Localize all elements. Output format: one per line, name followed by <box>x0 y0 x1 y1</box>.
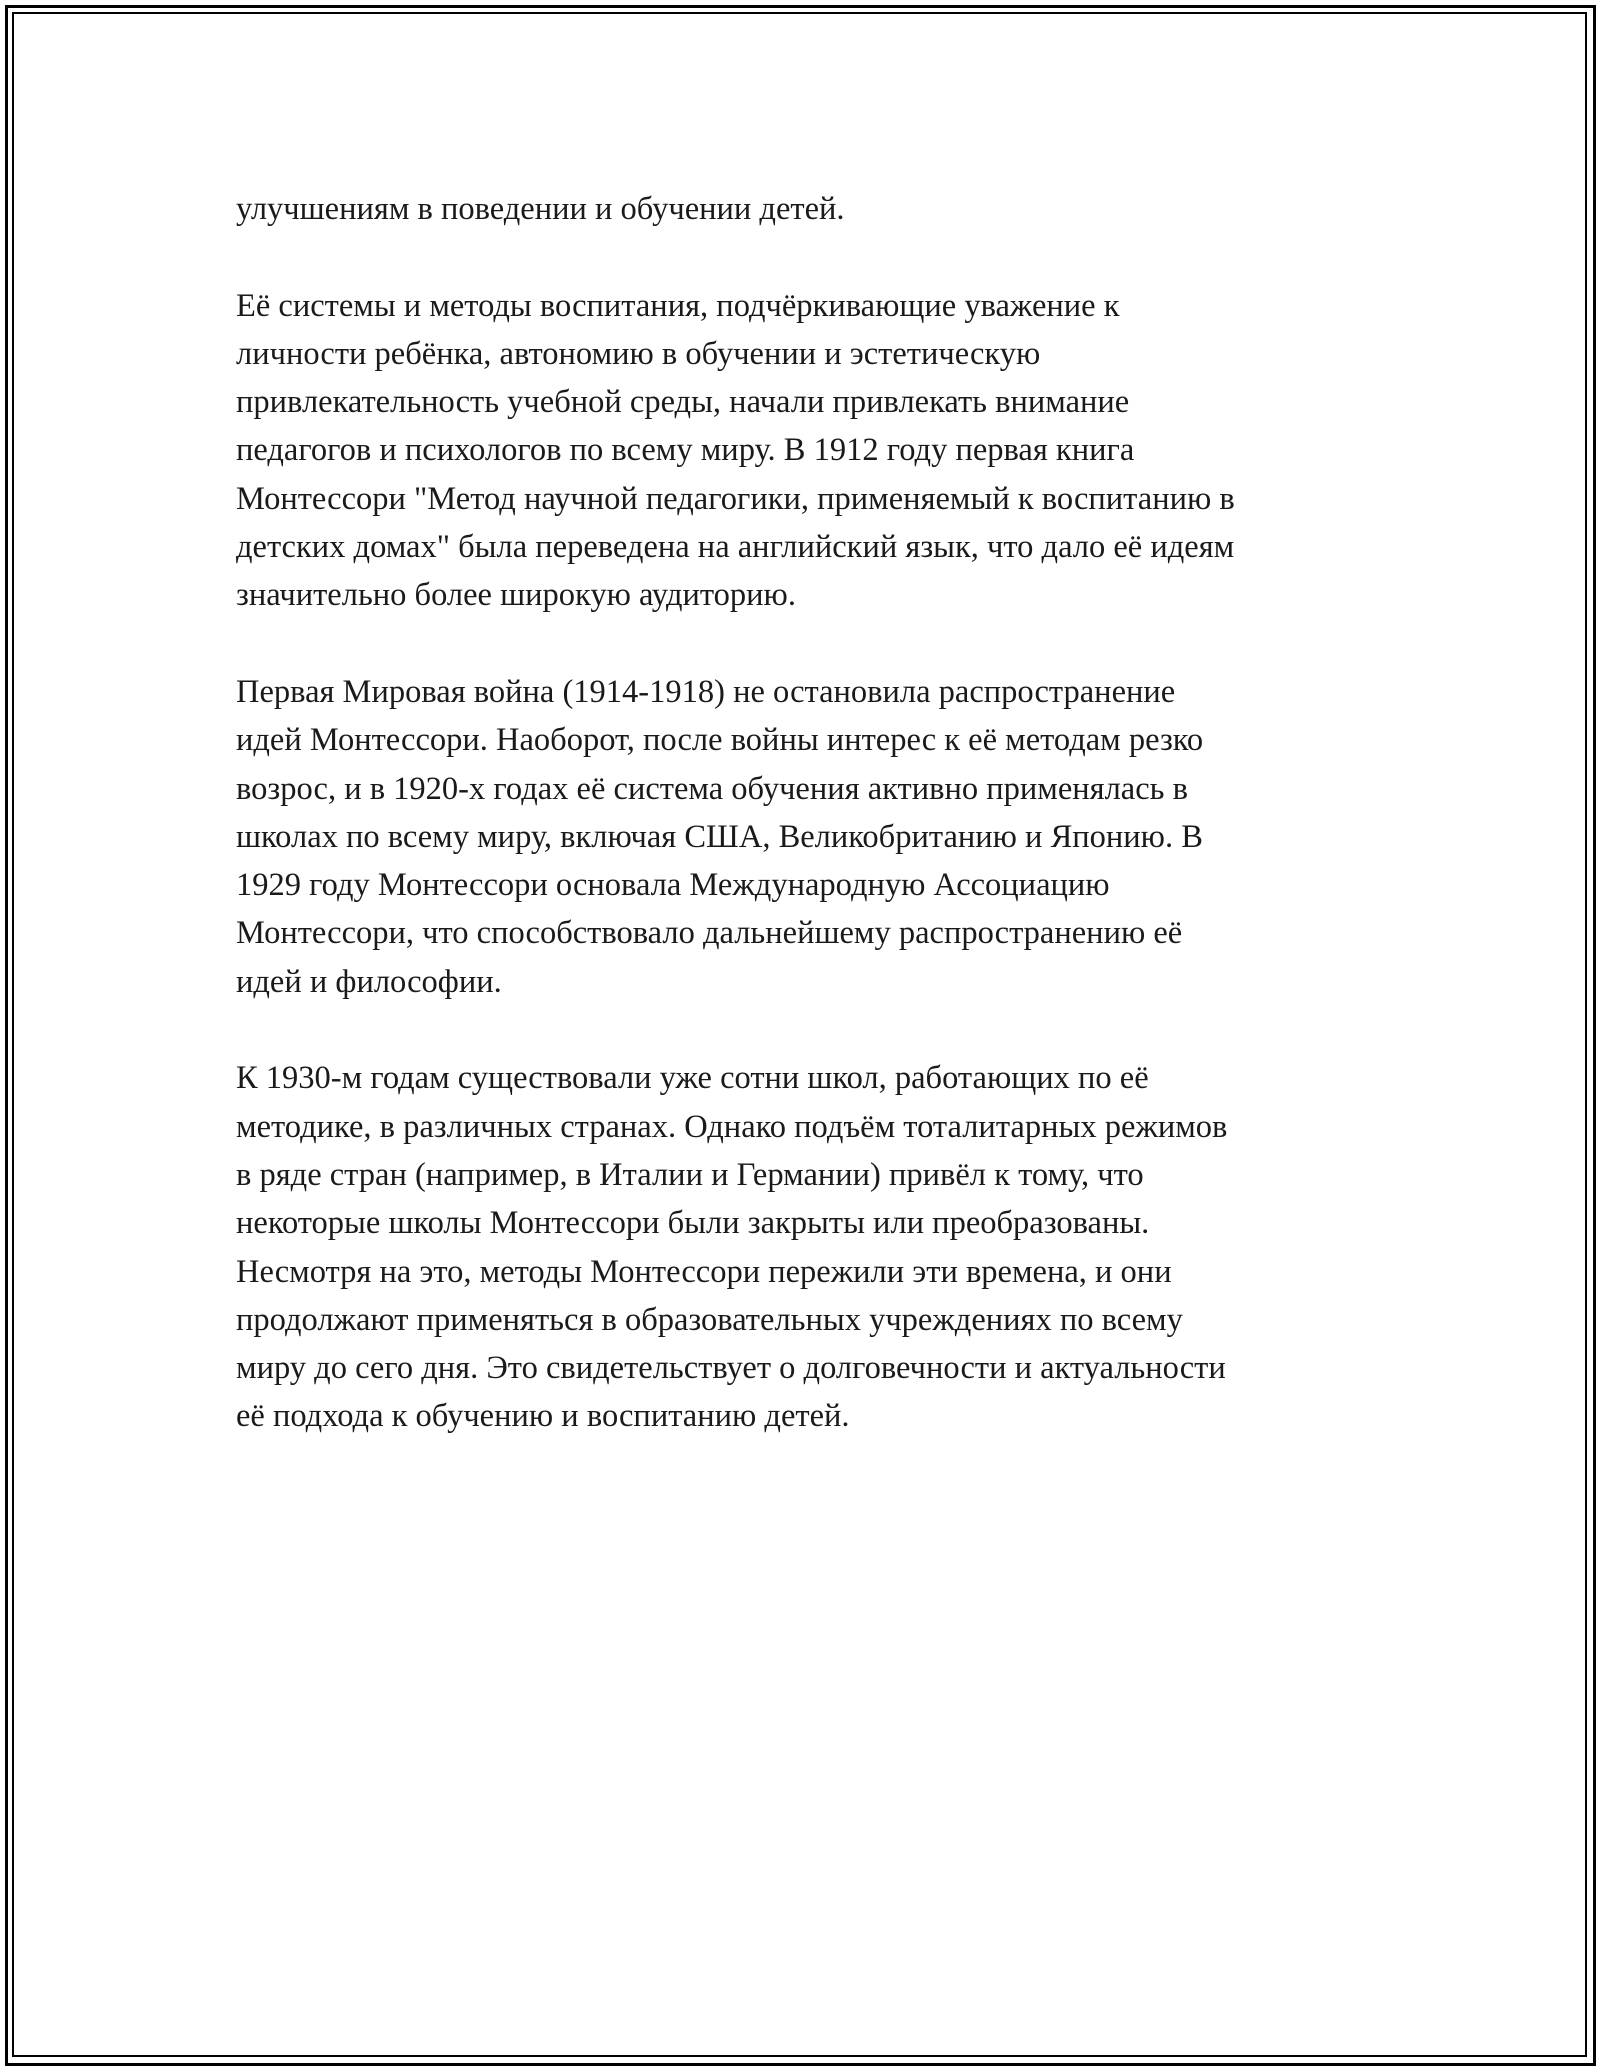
text-line: 1929 году Монтессори основала Международную Ассоциацию <box>236 867 1110 904</box>
text-line: её подхода к обучению и воспитанию детей. <box>236 1398 850 1435</box>
text-line: Её системы и методы воспитания, подчёркивающие уважение к <box>236 287 1120 324</box>
text-line: привлекательность учебной среды, начали привлекать внимание <box>236 384 1130 421</box>
text-line: идей и философии. <box>236 963 502 1000</box>
text-line: К 1930-м годам существовали уже сотни школ, работающих по её <box>236 1060 1149 1097</box>
paragraph-1 <box>236 185 1386 233</box>
text-line: некоторые школы Монтессори были закрыты или преобразованы. <box>236 1205 1150 1242</box>
text-line: школах по всему миру, включая США, Великобританию и Японию. В <box>236 818 1203 855</box>
paragraph-2 <box>236 282 1386 620</box>
text-line: личности ребёнка, автономию в обучении и эстетическую <box>236 335 1041 372</box>
text-line: возрос, и в 1920-х годах её система обучения активно применялась в <box>236 770 1188 807</box>
text-line: значительно более широкую аудиторию. <box>236 577 796 614</box>
text-line: Первая Мировая война (1914-1918) не остановила распространение <box>236 673 1176 710</box>
text-line: улучшениям в поведении и обучении детей. <box>236 191 845 227</box>
text-line: идей Монтессори. Наоборот, после войны интерес к её методам резко <box>236 722 1204 759</box>
text-line: продолжают применяться в образовательных учреждениях по всему <box>236 1301 1183 1338</box>
text-line: в ряде стран (например, в Италии и Германии) привёл к тому, что <box>236 1156 1144 1193</box>
paragraph-3 <box>236 668 1386 1006</box>
text-line: методике, в различных странах. Однако подъём тоталитарных режимов <box>236 1108 1228 1145</box>
paragraph-4 <box>236 1054 1386 1440</box>
document-body <box>236 185 1386 1489</box>
text-line: педагогов и психологов по всему миру. В 1912 году первая книга <box>236 432 1135 469</box>
text-line: миру до сего дня. Это свидетельствует о долговечности и актуальности <box>236 1350 1226 1387</box>
text-line: детских домах" была переведена на английский язык, что дало её идеям <box>236 529 1235 566</box>
text-line: Монтессори, что способствовало дальнейшему распространению её <box>236 915 1183 952</box>
text-line: Монтессори "Метод научной педагогики, применяемый к воспитанию в <box>236 480 1235 517</box>
text-line: Несмотря на это, методы Монтессори пережили эти времена, и они <box>236 1253 1172 1290</box>
